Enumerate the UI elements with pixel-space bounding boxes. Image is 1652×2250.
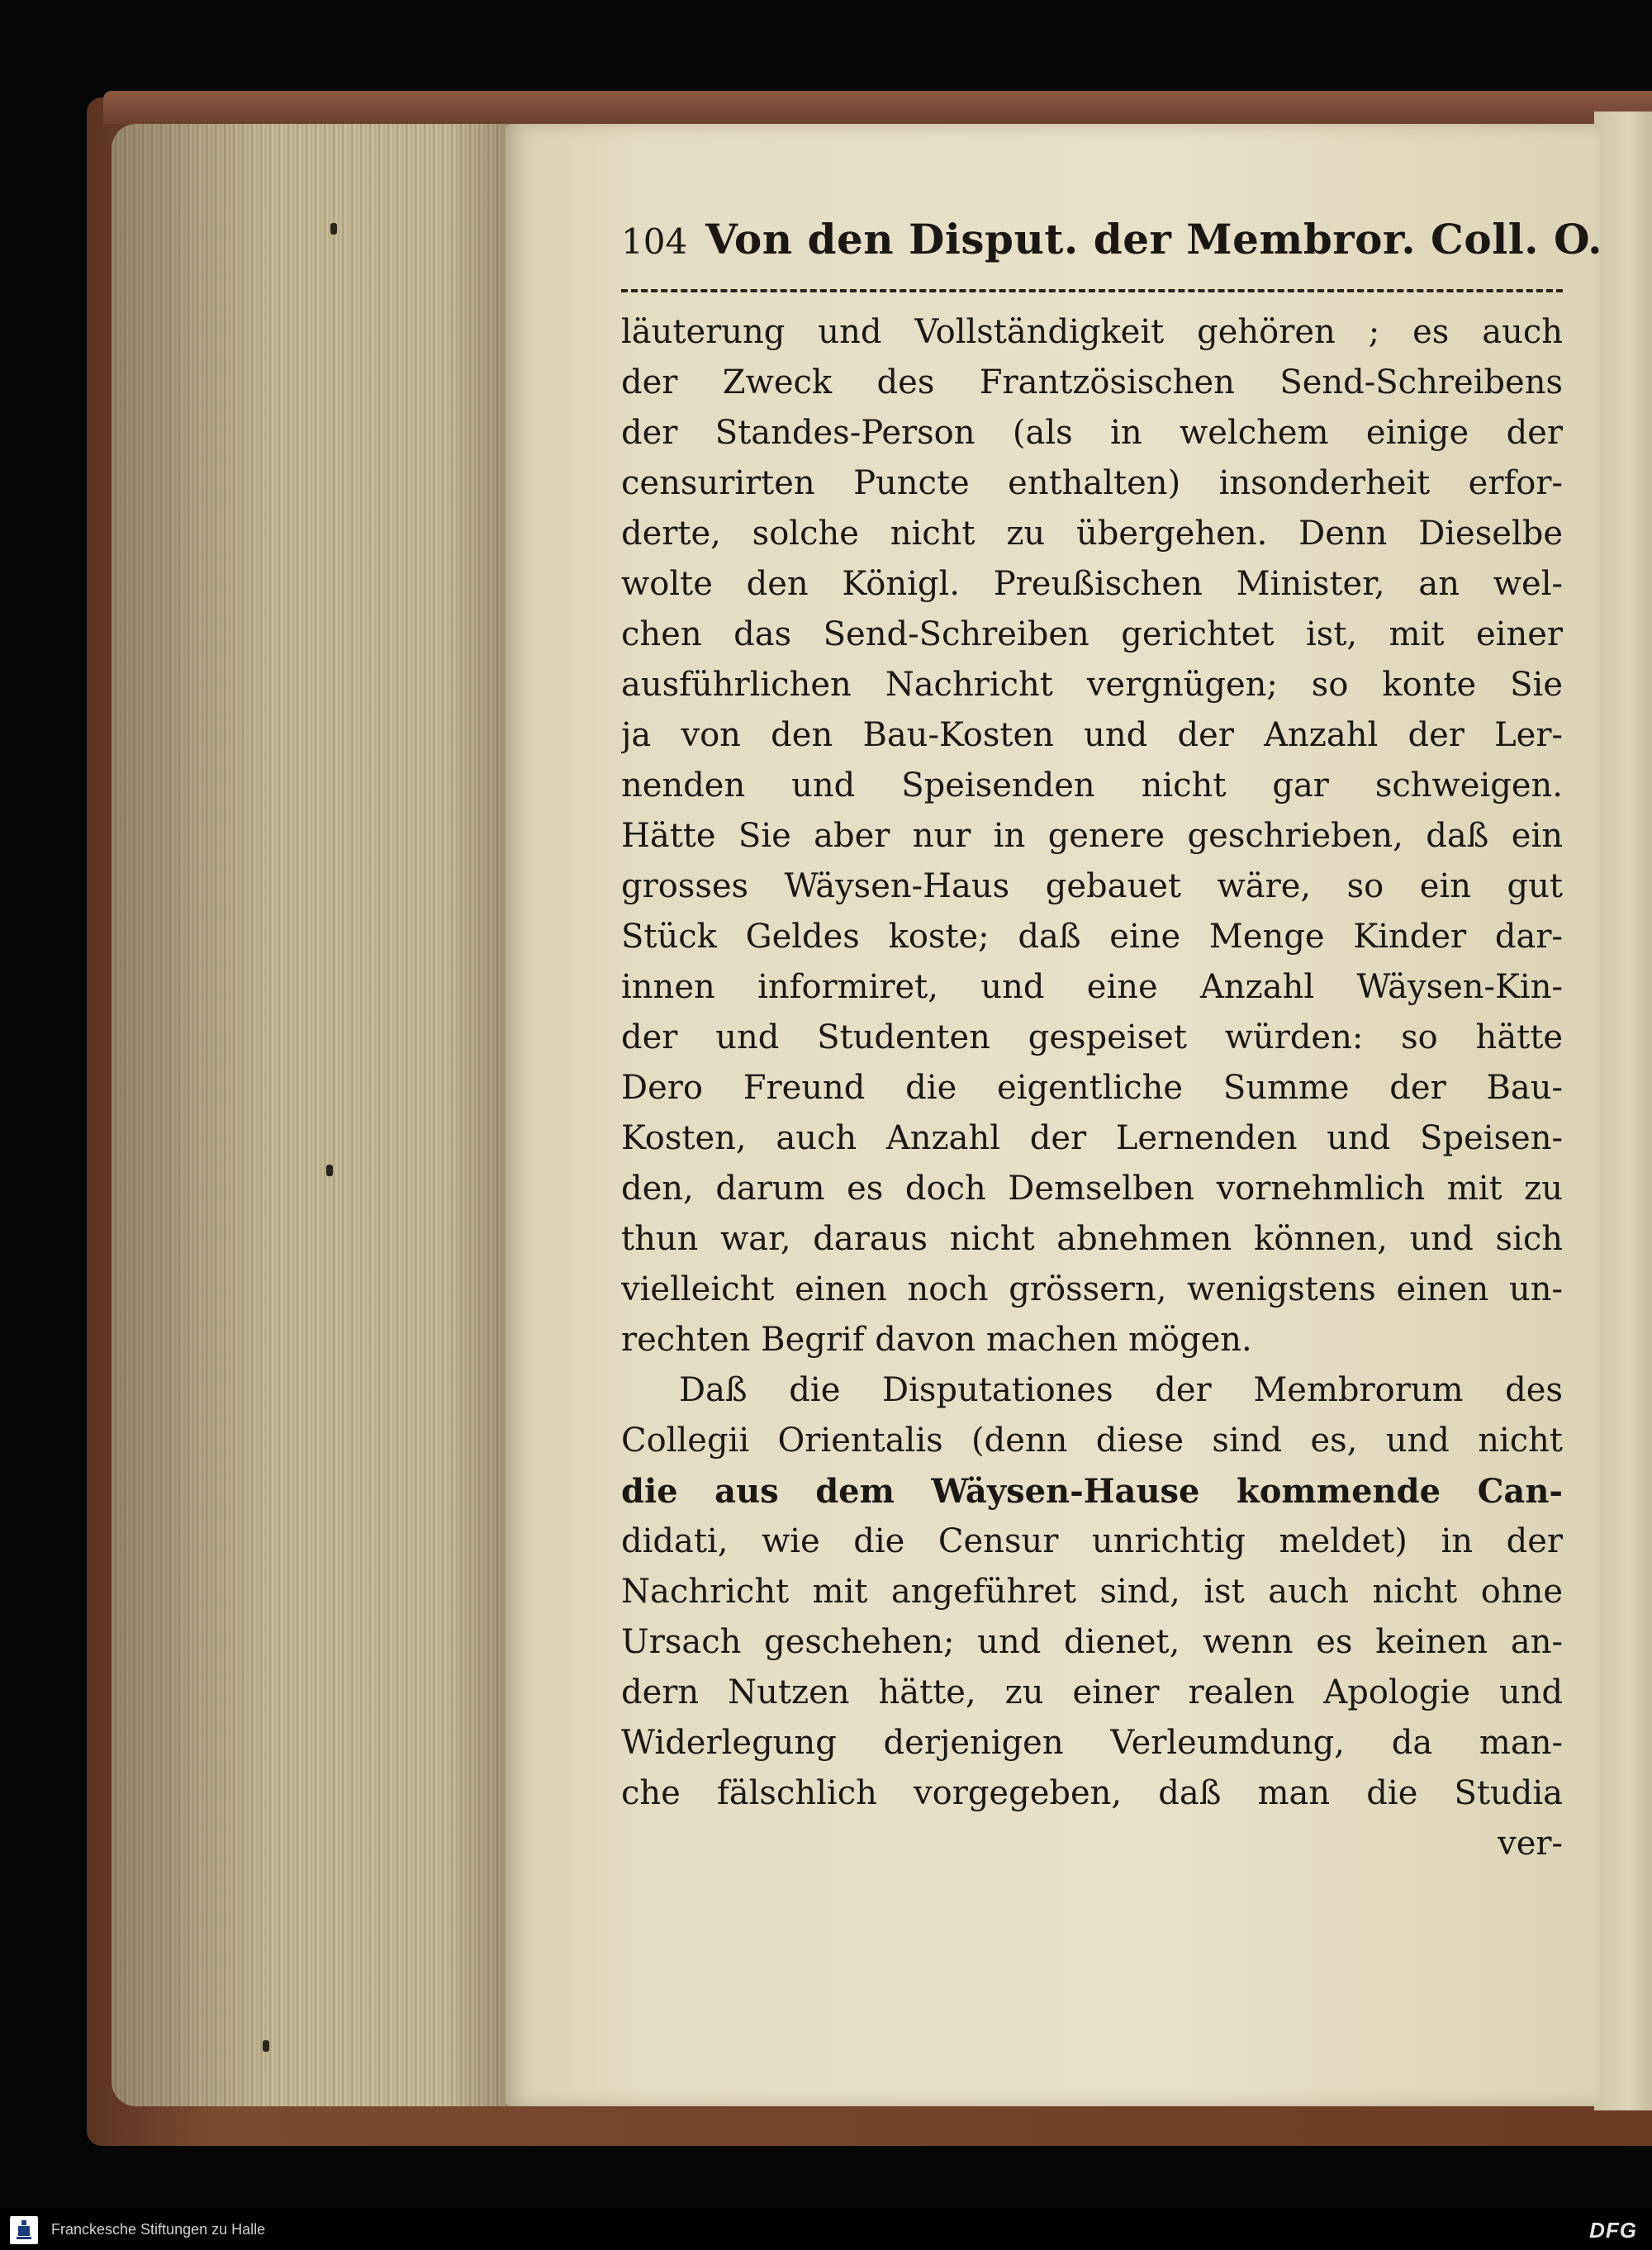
text-line: Collegii Orientalis (denn diese sind es, und nicht — [621, 1422, 1563, 1460]
text-line: Daß die Disputationes der Membrorum des — [679, 1371, 1563, 1409]
page-header — [621, 215, 1603, 281]
text-line: censurirten Puncte enthalten) insonderheit erfor- — [621, 464, 1563, 502]
text-line: Hätte Sie aber nur in genere geschrieben, daß ein — [621, 817, 1563, 855]
page-number: 104 — [621, 221, 688, 262]
text-line: Dero Freund die eigentliche Summe der Bau- — [621, 1069, 1563, 1107]
text-line: thun war, daraus nicht abnehmen können, und sich — [621, 1220, 1563, 1258]
edge-mark — [326, 1165, 333, 1176]
edge-mark — [263, 2040, 269, 2052]
institution-logo-icon — [10, 2216, 38, 2244]
viewer-footer — [0, 2210, 1652, 2250]
running-title: Von den Disput. der Membror. Coll. O. — [705, 215, 1603, 263]
text-line: grosses Wäysen-Haus gebauet wäre, so ein gut — [621, 867, 1563, 905]
catchword: ver- — [1498, 1825, 1563, 1863]
book-page — [506, 124, 1603, 2106]
text-line: Widerlegung derjenigen Verleumdung, da man- — [621, 1724, 1563, 1762]
text-line: läuterung und Vollständigkeit gehören ; es auch — [621, 313, 1563, 351]
edge-mark — [330, 223, 337, 235]
text-line: innen informiret, und eine Anzahl Wäysen-Kin- — [621, 968, 1563, 1006]
page-body — [621, 307, 1563, 1869]
dfg-logo: DFG — [1589, 2218, 1637, 2243]
next-page-edge — [1594, 112, 1652, 2110]
book-cover-top — [103, 91, 1652, 124]
text-line: che fälschlich vorgegeben, daß man die Studia — [621, 1774, 1563, 1812]
text-line: Nachricht mit angeführet sind, ist auch nicht ohne — [621, 1573, 1563, 1611]
header-rule — [621, 289, 1563, 292]
text-line: der Zweck des Frantzösischen Send-Schreibens — [621, 363, 1563, 401]
text-line: wolte den Königl. Preußischen Minister, an wel- — [621, 565, 1563, 603]
text-line: dern Nutzen hätte, zu einer realen Apologie und — [621, 1673, 1563, 1711]
text-line: Stück Geldes koste; daß eine Menge Kinder dar- — [621, 918, 1563, 956]
text-line: der Standes-Person (als in welchem einige der — [621, 414, 1563, 452]
text-line: Kosten, auch Anzahl der Lernenden und Speisen- — [621, 1119, 1563, 1157]
text-line: Ursach geschehen; und dienet, wenn es keinen an- — [621, 1623, 1563, 1661]
text-line: derte, solche nicht zu übergehen. Denn Dieselbe — [621, 515, 1563, 553]
text-line: ja von den Bau-Kosten und der Anzahl der Ler- — [621, 716, 1563, 754]
text-line: didati, wie die Censur unrichtig meldet) in der — [621, 1522, 1563, 1560]
text-line: vielleicht einen noch grössern, wenigstens einen un- — [621, 1270, 1563, 1308]
text-line: nenden und Speisenden nicht gar schweigen. — [621, 767, 1563, 805]
text-line: chen das Send-Schreiben gerichtet ist, mit einer — [621, 615, 1563, 653]
text-line: die aus dem Wäysen-Hause kommende Can- — [621, 1472, 1563, 1511]
text-line: der und Studenten gespeiset würden: so hätte — [621, 1018, 1563, 1056]
text-line: ausführlichen Nachricht vergnügen; so konte Sie — [621, 666, 1563, 704]
text-line: rechten Begrif davon machen mögen. — [621, 1321, 1252, 1359]
text-line: den, darum es doch Demselben vornehmlich mit zu — [621, 1170, 1563, 1208]
page-edges-shade — [112, 124, 508, 2106]
institution-name: Franckesche Stiftungen zu Halle — [51, 2221, 266, 2238]
